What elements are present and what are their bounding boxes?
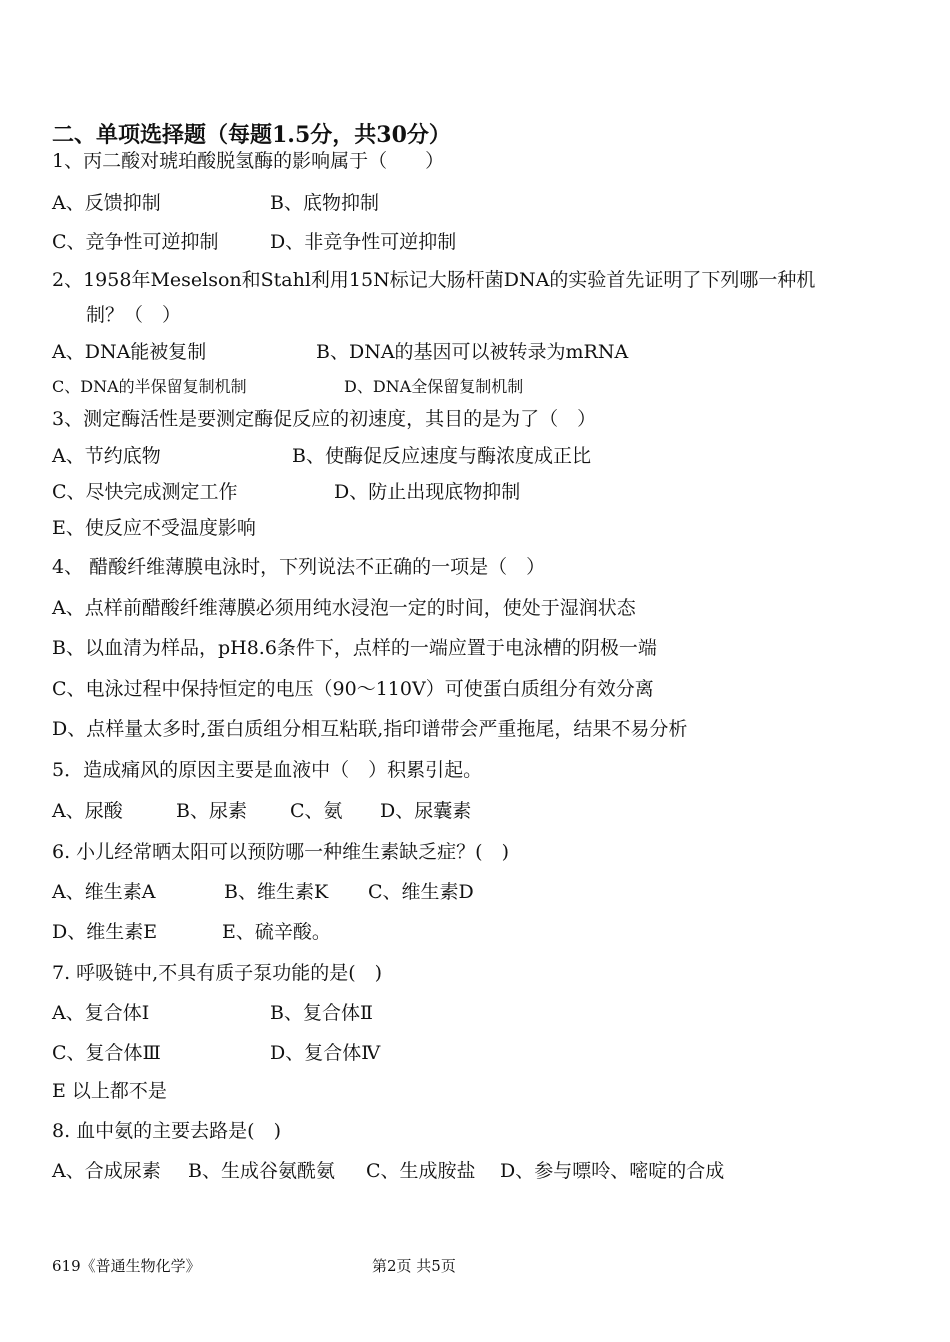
q7-option-e: E 以上都不是	[52, 1080, 167, 1102]
q4-option-b: B、以血清为样品，pH8.6条件下，点样的一端应置于电泳槽的阴极一端	[52, 637, 657, 659]
question-6-options-row-1	[52, 879, 912, 905]
q7-option-a: A、复合体Ⅰ	[52, 1002, 150, 1024]
q5-option-c: C、氨	[290, 800, 343, 822]
q2-option-d: D、DNA全保留复制机制	[344, 377, 524, 396]
q6-option-b: B、维生素K	[224, 881, 329, 903]
q3-option-a: A、节约底物	[52, 445, 161, 467]
question-6-options-row-2	[52, 919, 912, 945]
question-8-options-row	[52, 1158, 912, 1184]
q4-option-c: C、电泳过程中保持恒定的电压（90～110V）可使蛋白质组分有效分离	[52, 678, 654, 700]
question-3-options-row-1	[52, 443, 912, 469]
question-2-options-row-2	[52, 374, 912, 400]
q8-option-b: B、生成谷氨酰氨	[188, 1160, 335, 1182]
q7-option-c: C、复合体Ⅲ	[52, 1042, 161, 1064]
q5-option-a: A、尿酸	[52, 800, 123, 822]
question-2-stem-line-1: 2、1958年Meselson和Stahl利用15N标记大肠杆菌DNA的实验首先证明了下列哪一种机	[52, 269, 816, 291]
question-1-stem: 1、丙二酸对琥珀酸脱氢酶的影响属于（ ）	[52, 150, 445, 172]
question-5-stem: 5．造成痛风的原因主要是血液中（ ）积累引起。	[52, 759, 483, 781]
q2-option-a: A、DNA能被复制	[52, 341, 207, 363]
q6-option-e: E、硫辛酸。	[222, 921, 331, 943]
question-2-options-row-1	[52, 339, 912, 365]
q5-option-d: D、尿囊素	[380, 800, 472, 822]
q6-option-a: A、维生素A	[52, 881, 156, 903]
q4-option-d: D、点样量太多时,蛋白质组分相互粘联,指印谱带会严重拖尾，结果不易分析	[52, 718, 688, 740]
question-3-options-row-2	[52, 479, 912, 505]
q1-option-d: D、非竞争性可逆抑制	[270, 231, 457, 253]
q8-option-a: A、合成尿素	[52, 1160, 161, 1182]
q1-option-a: A、反馈抑制	[52, 192, 161, 214]
footer-course-name: 619《普通生物化学》	[52, 1257, 201, 1275]
question-2-stem-line-2: 制？（ ）	[86, 304, 182, 326]
q3-option-b: B、使酶促反应速度与酶浓度成正比	[292, 445, 591, 467]
question-3-stem: 3、测定酶活性是要测定酶促反应的初速度，其目的是为了（ ）	[52, 408, 597, 430]
q3-option-c: C、尽快完成测定工作	[52, 481, 238, 503]
question-7-options-row-2	[52, 1040, 912, 1066]
q3-option-d: D、防止出现底物抑制	[334, 481, 521, 503]
section-title: 二、单项选择题（每题1.5分，共30分）	[52, 122, 451, 148]
q6-option-d: D、维生素E	[52, 921, 158, 943]
q8-option-c: C、生成胺盐	[366, 1160, 476, 1182]
footer-page-number: 第2页 共5页	[372, 1257, 456, 1275]
question-4-stem: 4、 醋酸纤维薄膜电泳时，下列说法不正确的一项是（ ）	[52, 556, 546, 578]
q6-option-c: C、维生素D	[368, 881, 474, 903]
q2-option-c: C、DNA的半保留复制机制	[52, 377, 247, 396]
q7-option-b: B、复合体Ⅱ	[270, 1002, 373, 1024]
question-5-options-row	[52, 798, 912, 824]
q4-option-a: A、点样前醋酸纤维薄膜必须用纯水浸泡一定的时间，使处于湿润状态	[52, 597, 636, 619]
q8-option-d: D、参与嘌呤、嘧啶的合成	[500, 1160, 725, 1182]
q1-option-c: C、竞争性可逆抑制	[52, 231, 219, 253]
question-7-stem: 7. 呼吸链中,不具有质子泵功能的是( )	[52, 962, 383, 984]
q1-option-b: B、底物抑制	[270, 192, 379, 214]
q7-option-d: D、复合体Ⅳ	[270, 1042, 381, 1064]
question-1-options-row-2	[52, 229, 912, 255]
question-1-options-row-1	[52, 190, 912, 216]
q2-option-b: B、DNA的基因可以被转录为mRNA	[316, 341, 629, 363]
q3-option-e: E、使反应不受温度影响	[52, 517, 256, 539]
question-6-stem: 6. 小儿经常晒太阳可以预防哪一种维生素缺乏症？( )	[52, 841, 509, 863]
question-7-options-row-1	[52, 1000, 912, 1026]
q5-option-b: B、尿素	[176, 800, 247, 822]
question-8-stem: 8. 血中氨的主要去路是( )	[52, 1120, 281, 1142]
